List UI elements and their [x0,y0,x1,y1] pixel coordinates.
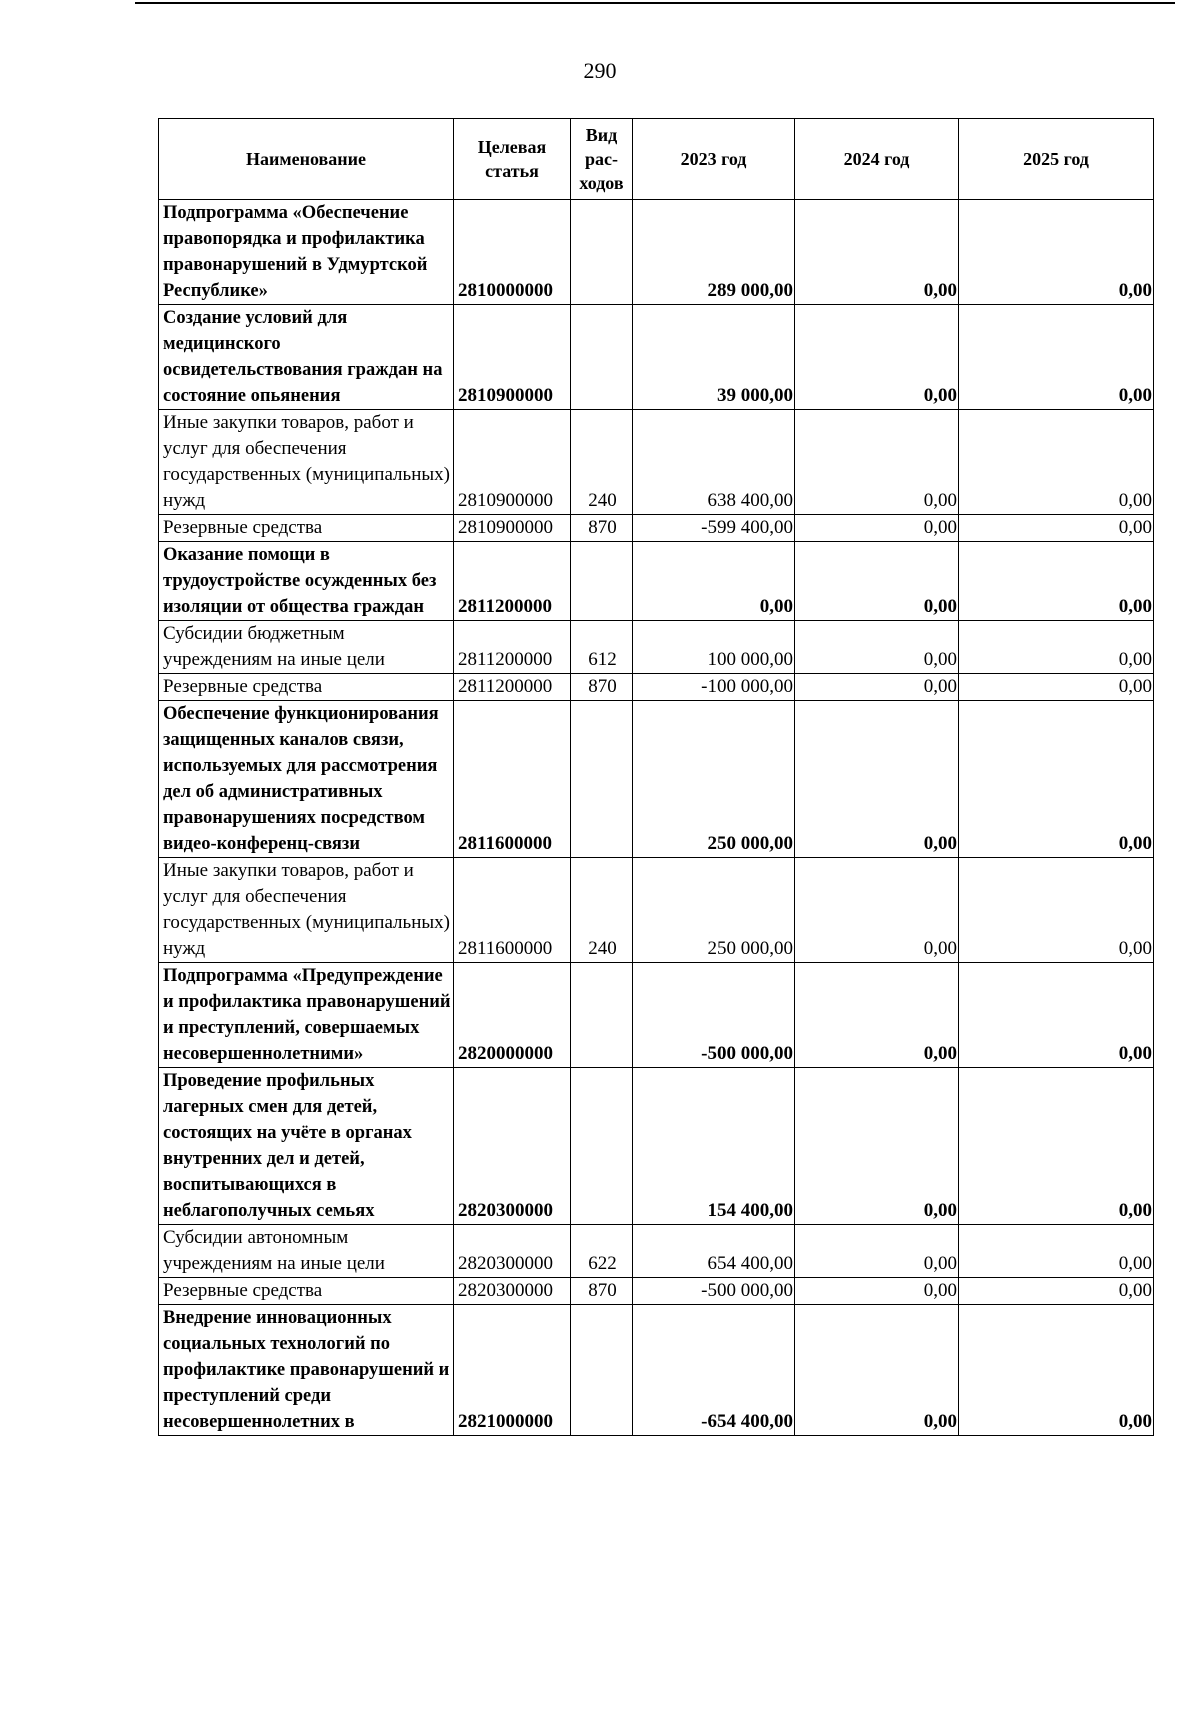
cell-amount-2024: 0,00 [795,1225,959,1278]
top-rule [135,2,1175,4]
cell-amount-2023: 638 400,00 [633,410,795,515]
header-name: Наименование [159,119,454,200]
cell-amount-2025: 0,00 [959,1305,1154,1436]
table-row [159,410,1154,515]
table-header-row [159,119,1154,200]
cell-amount-2025: 0,00 [959,542,1154,621]
cell-amount-2025: 0,00 [959,1068,1154,1225]
cell-target-code: 2810900000 [454,515,571,542]
cell-amount-2024: 0,00 [795,410,959,515]
cell-name: Субсидии бюджетным учреждениям на иные цели [159,621,454,674]
budget-table [158,118,1154,1436]
header-2025: 2025 год [959,119,1154,200]
cell-kind-code [571,963,633,1068]
cell-name: Резервные средства [159,515,454,542]
table-row [159,200,1154,305]
cell-amount-2023: 250 000,00 [633,701,795,858]
cell-target-code: 2810000000 [454,200,571,305]
cell-name: Иные закупки товаров, работ и услуг для обеспечения государственных (муниципальных) нужд [159,858,454,963]
cell-name: Резервные средства [159,1278,454,1305]
cell-kind-code: 240 [571,858,633,963]
cell-name: Подпрограмма «Обеспечение правопорядка и профилактика правонарушений в Удмуртской Республике» [159,200,454,305]
cell-target-code: 2811200000 [454,621,571,674]
cell-name: Резервные средства [159,674,454,701]
cell-amount-2025: 0,00 [959,200,1154,305]
cell-amount-2025: 0,00 [959,858,1154,963]
cell-target-code: 2821000000 [454,1305,571,1436]
cell-kind-code: 870 [571,1278,633,1305]
cell-target-code: 2810900000 [454,305,571,410]
cell-amount-2024: 0,00 [795,701,959,858]
cell-amount-2024: 0,00 [795,305,959,410]
cell-amount-2023: 289 000,00 [633,200,795,305]
table-row [159,305,1154,410]
cell-amount-2025: 0,00 [959,1278,1154,1305]
cell-target-code: 2820000000 [454,963,571,1068]
cell-name: Оказание помощи в трудоустройстве осужденных без изоляции от общества граждан [159,542,454,621]
table-row [159,542,1154,621]
header-2023: 2023 год [633,119,795,200]
cell-kind-code [571,542,633,621]
cell-target-code: 2811200000 [454,542,571,621]
table-row [159,1278,1154,1305]
cell-target-code: 2811200000 [454,674,571,701]
cell-amount-2023: 100 000,00 [633,621,795,674]
cell-kind-code: 612 [571,621,633,674]
table-row [159,1225,1154,1278]
table-row [159,674,1154,701]
cell-amount-2025: 0,00 [959,963,1154,1068]
cell-amount-2024: 0,00 [795,858,959,963]
cell-target-code: 2820300000 [454,1225,571,1278]
page-number: 290 [583,58,617,83]
cell-amount-2023: -500 000,00 [633,963,795,1068]
cell-amount-2023: 154 400,00 [633,1068,795,1225]
cell-amount-2025: 0,00 [959,1225,1154,1278]
table-row [159,701,1154,858]
cell-amount-2024: 0,00 [795,542,959,621]
cell-amount-2023: 654 400,00 [633,1225,795,1278]
cell-amount-2024: 0,00 [795,1278,959,1305]
cell-amount-2025: 0,00 [959,701,1154,858]
cell-amount-2023: -654 400,00 [633,1305,795,1436]
cell-name: Проведение профильных лагерных смен для детей, состоящих на учёте в органах внутренних дел и детей, воспитывающихся в неблагополучных семьях [159,1068,454,1225]
cell-amount-2023: 250 000,00 [633,858,795,963]
cell-kind-code: 240 [571,410,633,515]
cell-name: Иные закупки товаров, работ и услуг для обеспечения государственных (муниципальных) нужд [159,410,454,515]
table-row [159,1068,1154,1225]
cell-amount-2024: 0,00 [795,1068,959,1225]
cell-amount-2023: 39 000,00 [633,305,795,410]
cell-amount-2023: 0,00 [633,542,795,621]
cell-target-code: 2820300000 [454,1278,571,1305]
cell-amount-2025: 0,00 [959,515,1154,542]
cell-amount-2025: 0,00 [959,305,1154,410]
cell-amount-2025: 0,00 [959,621,1154,674]
cell-kind-code: 870 [571,515,633,542]
header-target: Целевая статья [454,119,571,200]
cell-amount-2025: 0,00 [959,410,1154,515]
cell-name: Обеспечение функционирования защищенных каналов связи, используемых для рассмотрения дел об административных правонарушениях посредством видео-конференц-связи [159,701,454,858]
table-row [159,515,1154,542]
cell-kind-code: 622 [571,1225,633,1278]
cell-kind-code [571,305,633,410]
cell-amount-2024: 0,00 [795,1305,959,1436]
cell-kind-code [571,701,633,858]
cell-amount-2024: 0,00 [795,200,959,305]
cell-kind-code [571,1068,633,1225]
cell-amount-2024: 0,00 [795,963,959,1068]
cell-kind-code [571,200,633,305]
header-kind: Вид рас-ходов [571,119,633,200]
cell-target-code: 2820300000 [454,1068,571,1225]
cell-target-code: 2810900000 [454,410,571,515]
cell-kind-code [571,1305,633,1436]
cell-kind-code: 870 [571,674,633,701]
table-body [159,200,1154,1436]
cell-amount-2024: 0,00 [795,621,959,674]
cell-name: Внедрение инновационных социальных технологий по профилактике правонарушений и преступлений среди несовершеннолетних в [159,1305,454,1436]
header-2024: 2024 год [795,119,959,200]
cell-amount-2023: -599 400,00 [633,515,795,542]
cell-amount-2024: 0,00 [795,674,959,701]
cell-name: Подпрограмма «Предупреждение и профилактика правонарушений и преступлений, совершаемых несовершеннолетними» [159,963,454,1068]
cell-name: Субсидии автономным учреждениям на иные цели [159,1225,454,1278]
cell-name: Создание условий для медицинского освидетельствования граждан на состояние опьянения [159,305,454,410]
table-row [159,621,1154,674]
cell-target-code: 2811600000 [454,701,571,858]
cell-amount-2024: 0,00 [795,515,959,542]
cell-amount-2023: -100 000,00 [633,674,795,701]
cell-amount-2023: -500 000,00 [633,1278,795,1305]
table-row [159,858,1154,963]
table-row [159,1305,1154,1436]
cell-target-code: 2811600000 [454,858,571,963]
table-row [159,963,1154,1068]
cell-amount-2025: 0,00 [959,674,1154,701]
